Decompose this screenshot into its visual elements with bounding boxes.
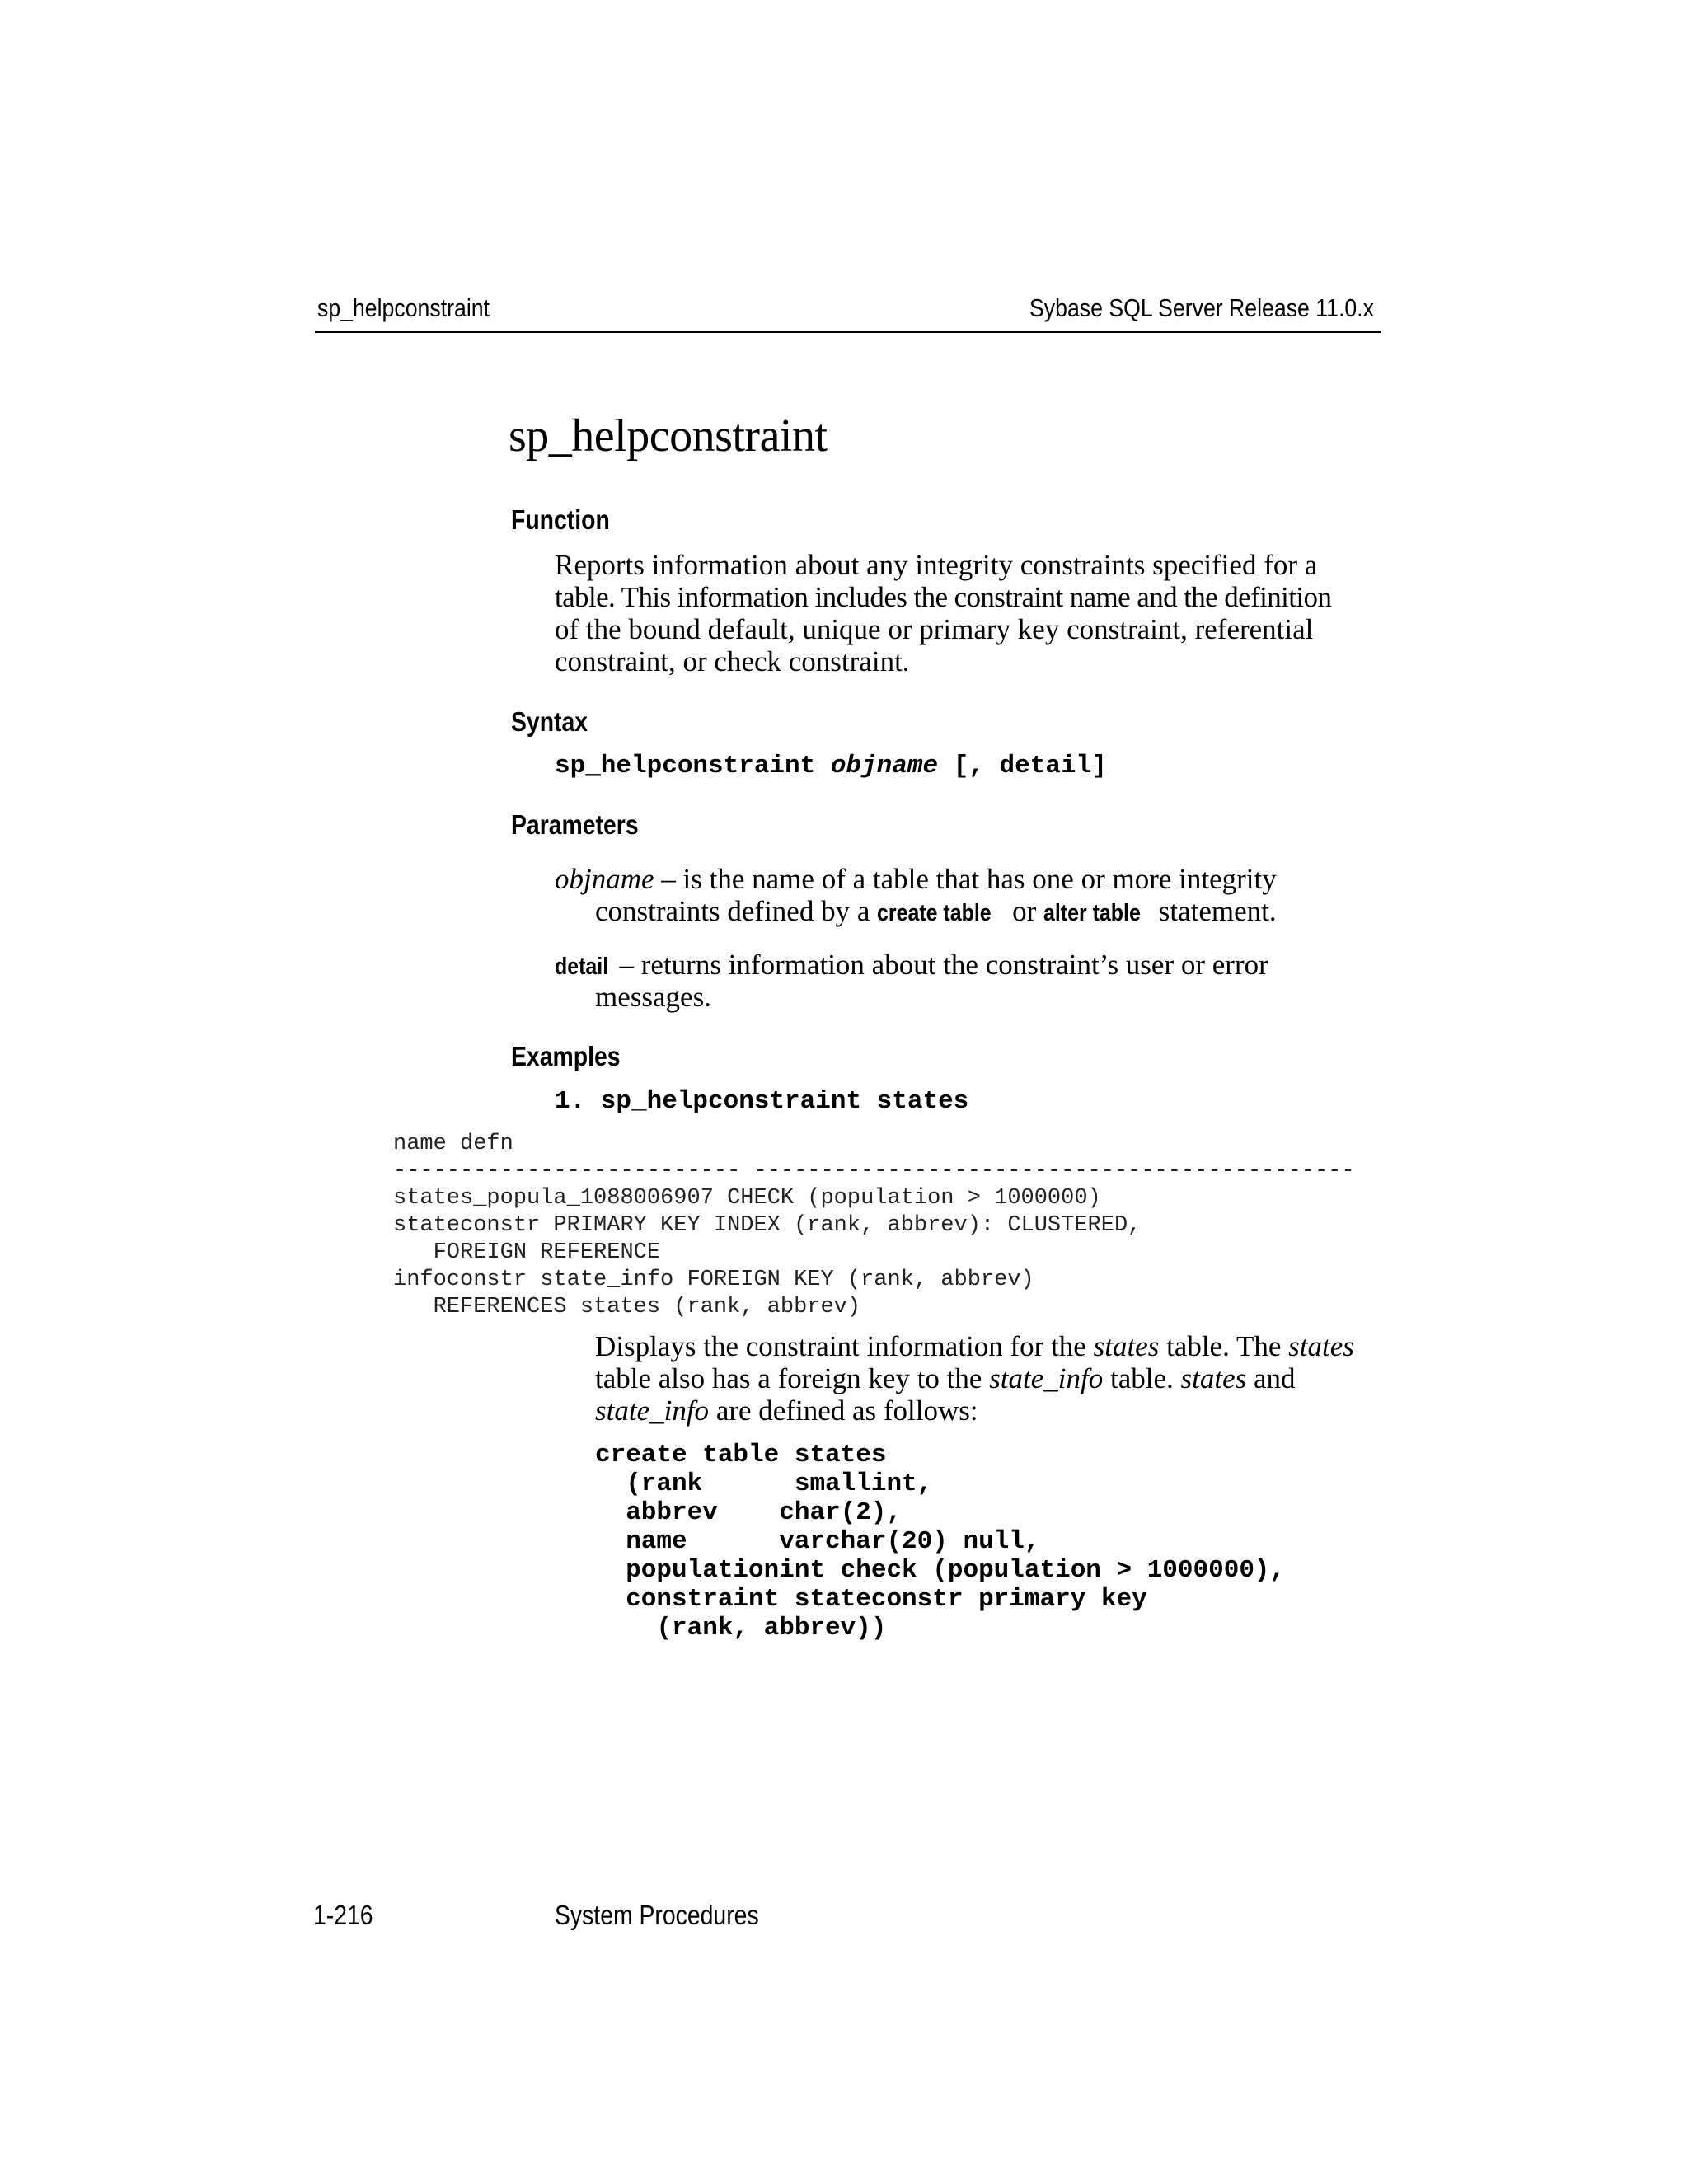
- desc-d: states: [1288, 1330, 1354, 1362]
- output-line-6: infoconstr state_info FOREIGN KEY (rank, abbrev): [393, 1268, 1034, 1292]
- code-line-4: name varchar(20) null,: [595, 1527, 1040, 1556]
- desc-i: and: [1246, 1362, 1296, 1394]
- example-desc-line-1: [595, 1330, 1354, 1362]
- function-line-4: constraint, or check constraint.: [555, 645, 910, 677]
- syntax-line: [555, 752, 1107, 780]
- output-line-3: states_popula_1088006907 CHECK (population > 1000000): [393, 1186, 1101, 1211]
- param-detail-line-1: [555, 949, 1268, 983]
- desc-e: table also has a foreign key to the: [595, 1362, 990, 1394]
- code-line-3: abbrev char(2),: [595, 1498, 903, 1527]
- param-detail-name: detail: [555, 954, 609, 980]
- param-objname-line-2: [595, 895, 1277, 930]
- code-line-7: (rank, abbrev)): [595, 1614, 887, 1643]
- running-header-right: Sybase SQL Server Release 11.0.x: [1029, 293, 1374, 322]
- function-heading: Function: [511, 504, 610, 535]
- desc-k: are defined as follows:: [709, 1394, 978, 1427]
- output-line-1: name defn: [393, 1132, 513, 1156]
- example-1-command: 1. sp_helpconstraint states: [555, 1087, 969, 1116]
- syntax-command: sp_helpconstraint: [555, 752, 831, 780]
- desc-b: states: [1093, 1330, 1160, 1362]
- desc-f: state_info: [989, 1362, 1104, 1394]
- param-objname-name: objname: [555, 863, 654, 895]
- examples-heading: Examples: [511, 1041, 621, 1071]
- output-line-7: REFERENCES states (rank, abbrev): [393, 1295, 861, 1319]
- param-detail-line-2: messages.: [595, 981, 711, 1013]
- footer-section-name: System Procedures: [555, 1900, 759, 1930]
- desc-j: state_info: [595, 1394, 710, 1427]
- footer-page-number: 1-216: [313, 1900, 373, 1930]
- header-rule: [315, 331, 1381, 333]
- desc-h: states: [1180, 1362, 1247, 1394]
- code-line-1: create table states: [595, 1441, 887, 1469]
- param-objname-text-b: constraints defined by a: [595, 895, 878, 927]
- syntax-rest: [, detail]: [938, 752, 1107, 780]
- keyword-alter-table: alter table: [1043, 900, 1141, 926]
- code-line-6: constraint stateconstr primary key: [595, 1585, 1147, 1614]
- desc-c: table. The: [1159, 1330, 1289, 1362]
- syntax-heading: Syntax: [511, 706, 588, 737]
- output-line-4: stateconstr PRIMARY KEY INDEX (rank, abbrev): CLUSTERED,: [393, 1213, 1142, 1238]
- function-line-2: table. This information includes the constraint name and the definition: [555, 581, 1332, 613]
- parameters-heading: Parameters: [511, 809, 639, 840]
- running-header-left: sp_helpconstraint: [317, 293, 490, 322]
- function-line-3: of the bound default, unique or primary key constraint, referential: [555, 613, 1314, 645]
- function-line-1: Reports information about any integrity constraints specified for a: [555, 549, 1318, 581]
- code-line-5: populationint check (population > 1000000),: [595, 1556, 1286, 1585]
- param-objname-line-1: [555, 863, 1277, 895]
- param-objname-text-end: statement.: [1151, 895, 1277, 927]
- page-title: sp_helpconstraint: [509, 410, 828, 462]
- syntax-arg: objname: [830, 752, 939, 780]
- output-line-5: FOREIGN REFERENCE: [393, 1240, 661, 1265]
- code-line-2: (rank smallint,: [595, 1469, 933, 1498]
- example-desc-line-2: [595, 1362, 1296, 1394]
- keyword-create-table: create table: [877, 900, 992, 926]
- param-detail-text: – returns information about the constraint’s user or error: [612, 949, 1268, 981]
- output-line-2: -------------------------- ---------------------------------------------: [393, 1159, 1355, 1183]
- desc-a: Displays the constraint information for the: [595, 1330, 1094, 1362]
- example-desc-line-3: [595, 1394, 978, 1427]
- param-objname-text-mid: or: [1005, 895, 1043, 927]
- desc-g: table.: [1103, 1362, 1181, 1394]
- param-objname-text: – is the name of a table that has one or more integrity: [654, 863, 1277, 895]
